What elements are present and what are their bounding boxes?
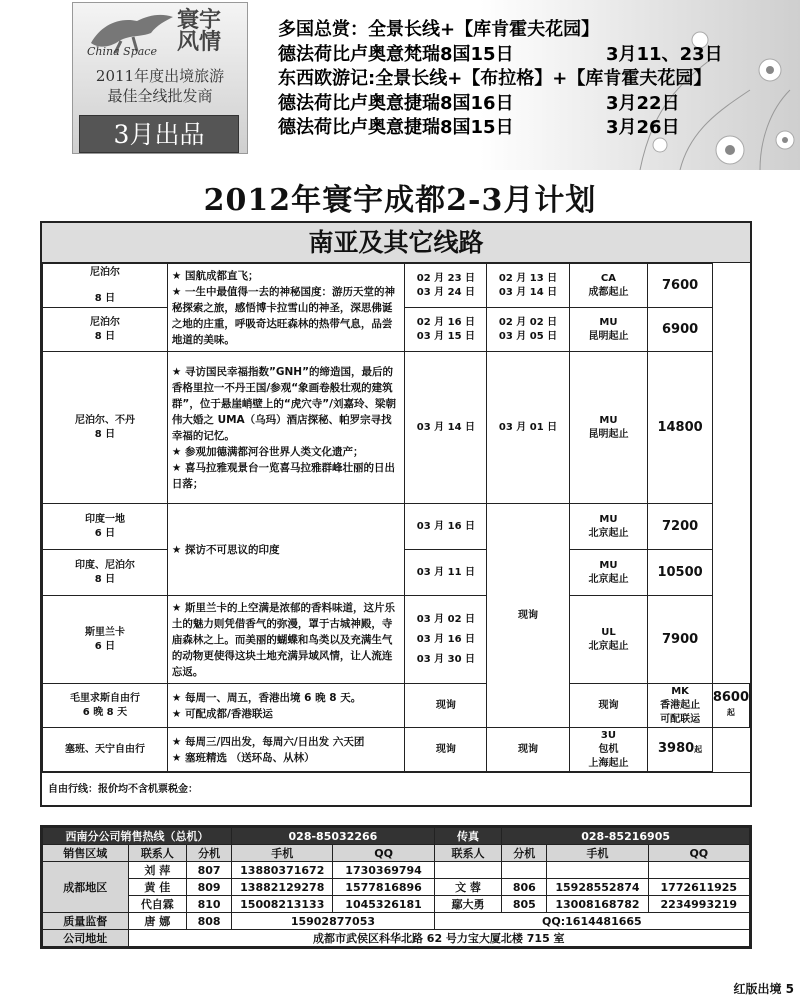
contact-mobile: 13882129278 [232,879,333,896]
contact-mobile: 15008213133 [232,896,333,913]
tour-dates: 03 月 02 日 03 月 16 日 03 月 30 日 [405,596,487,684]
logo-panel [72,2,248,154]
col-person: 联系人 [434,845,502,862]
contact-table [40,825,752,949]
contact-person: 刘 萍 [128,862,187,879]
tour-description: ★ 斯里兰卡的上空满是浓郁的香料味道，这片乐土的魅力则凭借香气的弥漫，罩于古城神殿，寺庙森林之上。而美丽的蝴蝶和鸟类以及充满生气的动物更使得这块土地充满异域风情，让人流连忘返。 [167,596,404,684]
tour-dates: 03 月 01 日 [487,352,569,504]
contact-ext: 807 [187,862,232,879]
address: 成都市武侯区科华北路 62 号力宝大厦北楼 715 室 [128,930,749,947]
hotline-label: 西南分公司销售热线（总机） [43,828,232,845]
tour-description: ★ 国航成都直飞； ★ 一生中最值得一去的神秘国度：游历天堂的神秘探索之旅，感悟博卡拉雪山的神圣，深思佛诞之地的庄重，呼吸奇达旺森林的热带气息，品尝地道的美味。 [167,264,404,352]
tour-price: 7900 [648,596,712,684]
tour-name: 毛里求斯自由行 6 晚 8 天 [43,684,168,728]
tour-name: 尼泊尔 8 日 [43,308,168,352]
free-travel-note: 自由行线：报价均不含机票税金： [42,772,750,805]
contact-qq: 1730369794 [333,862,434,879]
header-banner [0,0,800,170]
tour-price: 8600起 [712,684,749,728]
tour-airline: MU 昆明起止 [569,352,648,504]
tagline-1: 2011年度出境旅游 [95,67,225,85]
tour-dates: 02 月 02 日 03 月 05 日 [487,308,569,352]
fax-number: 028-85216905 [502,828,750,845]
tour-dates: 现询 [487,728,569,772]
contact-person: 黄 佳 [128,879,187,896]
contact-qq: 1577816896 [333,879,434,896]
col-person: 联系人 [128,845,187,862]
contact-qq [648,862,749,879]
tour-dates: 现询 [569,684,648,728]
tour-name: 尼泊尔、不丹 8 日 [43,352,168,504]
contact-ext: 810 [187,896,232,913]
tour-dates: 02 月 16 日 03 月 15 日 [405,308,487,352]
contact-qq: 2234993219 [648,896,749,913]
tour-price: 6900 [648,308,712,352]
qc-ext: 808 [187,913,232,930]
route-line: 德法荷比卢奥意梵瑞8国15日 3月11、23日 [278,43,723,65]
tour-price: 10500 [648,550,712,596]
tour-description: ★ 寻访国民幸福指数”GNH”的缔造国，最后的香格里拉一不丹王国/参观“象画卷般壮观的建筑群”，位于悬崖峭壁上的“虎穴寺”/刘嘉玲、梁朝伟大婚之 UMA（乌玛）酒店探秘、帕罗宗寻找幸福的记忆。 ★ 参观加德满都河谷世界人类文化遗产； ★ 喜马拉雅观景台一览喜马拉雅群峰壮丽的日出日落； [167,352,404,504]
area-label: 成都地区 [43,862,129,913]
tour-price: 7600 [648,264,712,308]
col-ext: 分机 [502,845,547,862]
col-mobile: 手机 [547,845,648,862]
contact-person: 文 蓉 [434,879,502,896]
contact-ext: 806 [502,879,547,896]
tour-dates: 02 月 13 日 03 月 14 日 [487,264,569,308]
table-row [43,504,750,550]
tour-name: 印度、尼泊尔 8 日 [43,550,168,596]
col-qq: QQ [648,845,749,862]
contact-ext [502,862,547,879]
qc-mobile: 15902877053 [232,913,435,930]
tour-dates: 03 月 16 日 [405,504,487,550]
tour-name: 印度一地 6 日 [43,504,168,550]
brand-name-en: China Space [87,45,157,58]
tour-airline: CA 成都起止 [569,264,648,308]
march-badge: 3月出品 [79,115,239,153]
tour-name: 斯里兰卡 6 日 [43,596,168,684]
hotline-row [43,828,750,845]
tour-description: ★ 探访不可思议的印度 [167,504,404,596]
col-ext: 分机 [187,845,232,862]
address-label: 公司地址 [43,930,129,947]
route-line: 东西欧游记:全景长线+【布拉格】+【库肯霍夫花园】 [278,68,712,89]
featured-routes [278,18,723,141]
address-row [43,930,750,947]
tour-table [40,221,752,807]
contact-qq: 1045326181 [333,896,434,913]
qc-qq: QQ:1614481665 [434,913,749,930]
qc-label: 质量监督 [43,913,129,930]
route-line: 多国总赏：全景长线+【库肯霍夫花园】 [278,19,600,40]
table-row [43,728,750,772]
tour-dates: 03 月 14 日 [405,352,487,504]
table-row [43,264,750,308]
tour-airline: MK 香港起止 可配联运 [648,684,712,728]
tour-description: ★ 每周三/四出发，每周六/日出发 六天团 ★ 塞班精选 （送环岛、从林） [167,728,404,772]
quality-row [43,913,750,930]
table-row [43,684,750,728]
col-qq: QQ [333,845,434,862]
tour-airline: MU 北京起止 [569,504,648,550]
tour-airline: MU 昆明起止 [569,308,648,352]
qc-person: 唐 娜 [128,913,187,930]
tour-price: 7200 [648,504,712,550]
contact-row [43,879,750,896]
brand-name-cn: 寰宇风情 [177,7,222,55]
contact-mobile: 13880371672 [232,862,333,879]
tour-description: ★ 每周一、周五，香港出境 6 晚 8 天。 ★ 可配成都/香港联运 [167,684,404,728]
section-title: 南亚及其它线路 [42,223,750,263]
contact-row [43,862,750,879]
tour-airline: 3U 包机 上海起止 [569,728,648,772]
contact-row [43,896,750,913]
contact-person [434,862,502,879]
page-footer: 红版出境 5 [733,982,794,996]
tour-dates: 现询 [405,684,487,728]
tour-price: 14800 [648,352,712,504]
contact-mobile [547,862,648,879]
route-line: 德法荷比卢奥意捷瑞8国15日 3月26日 [278,117,680,138]
contact-person: 代自霖 [128,896,187,913]
tour-name: 塞班、天宁自由行 [43,728,168,772]
tour-dates: 02 月 23 日 03 月 24 日 [405,264,487,308]
contact-mobile: 15928552874 [547,879,648,896]
table-row [43,596,750,684]
col-area: 销售区域 [43,845,129,862]
tour-dates: 03 月 11 日 [405,550,487,596]
page-title: 2012年寰宇成都2-3月计划 [203,183,597,218]
contact-ext: 809 [187,879,232,896]
tour-dates: 现询 [405,728,487,772]
col-mobile: 手机 [232,845,333,862]
tour-price: 3980起 [648,728,712,772]
contact-header-row [43,845,750,862]
contact-mobile: 13008168782 [547,896,648,913]
tagline-2: 最佳全线批发商 [107,87,213,105]
contact-person: 鄢大勇 [434,896,502,913]
tour-name: 尼泊尔 8 日 [43,264,168,308]
contact-ext: 805 [502,896,547,913]
tour-airline: MU 北京起止 [569,550,648,596]
route-line: 德法荷比卢奥意捷瑞8国16日 3月22日 [278,92,680,114]
tour-dates-inquire: 现询 [487,504,569,728]
fax-label: 传真 [434,828,502,845]
tour-airline: UL 北京起止 [569,596,648,684]
table-row [43,352,750,504]
hotline-number: 028-85032266 [232,828,435,845]
contact-qq: 1772611925 [648,879,749,896]
